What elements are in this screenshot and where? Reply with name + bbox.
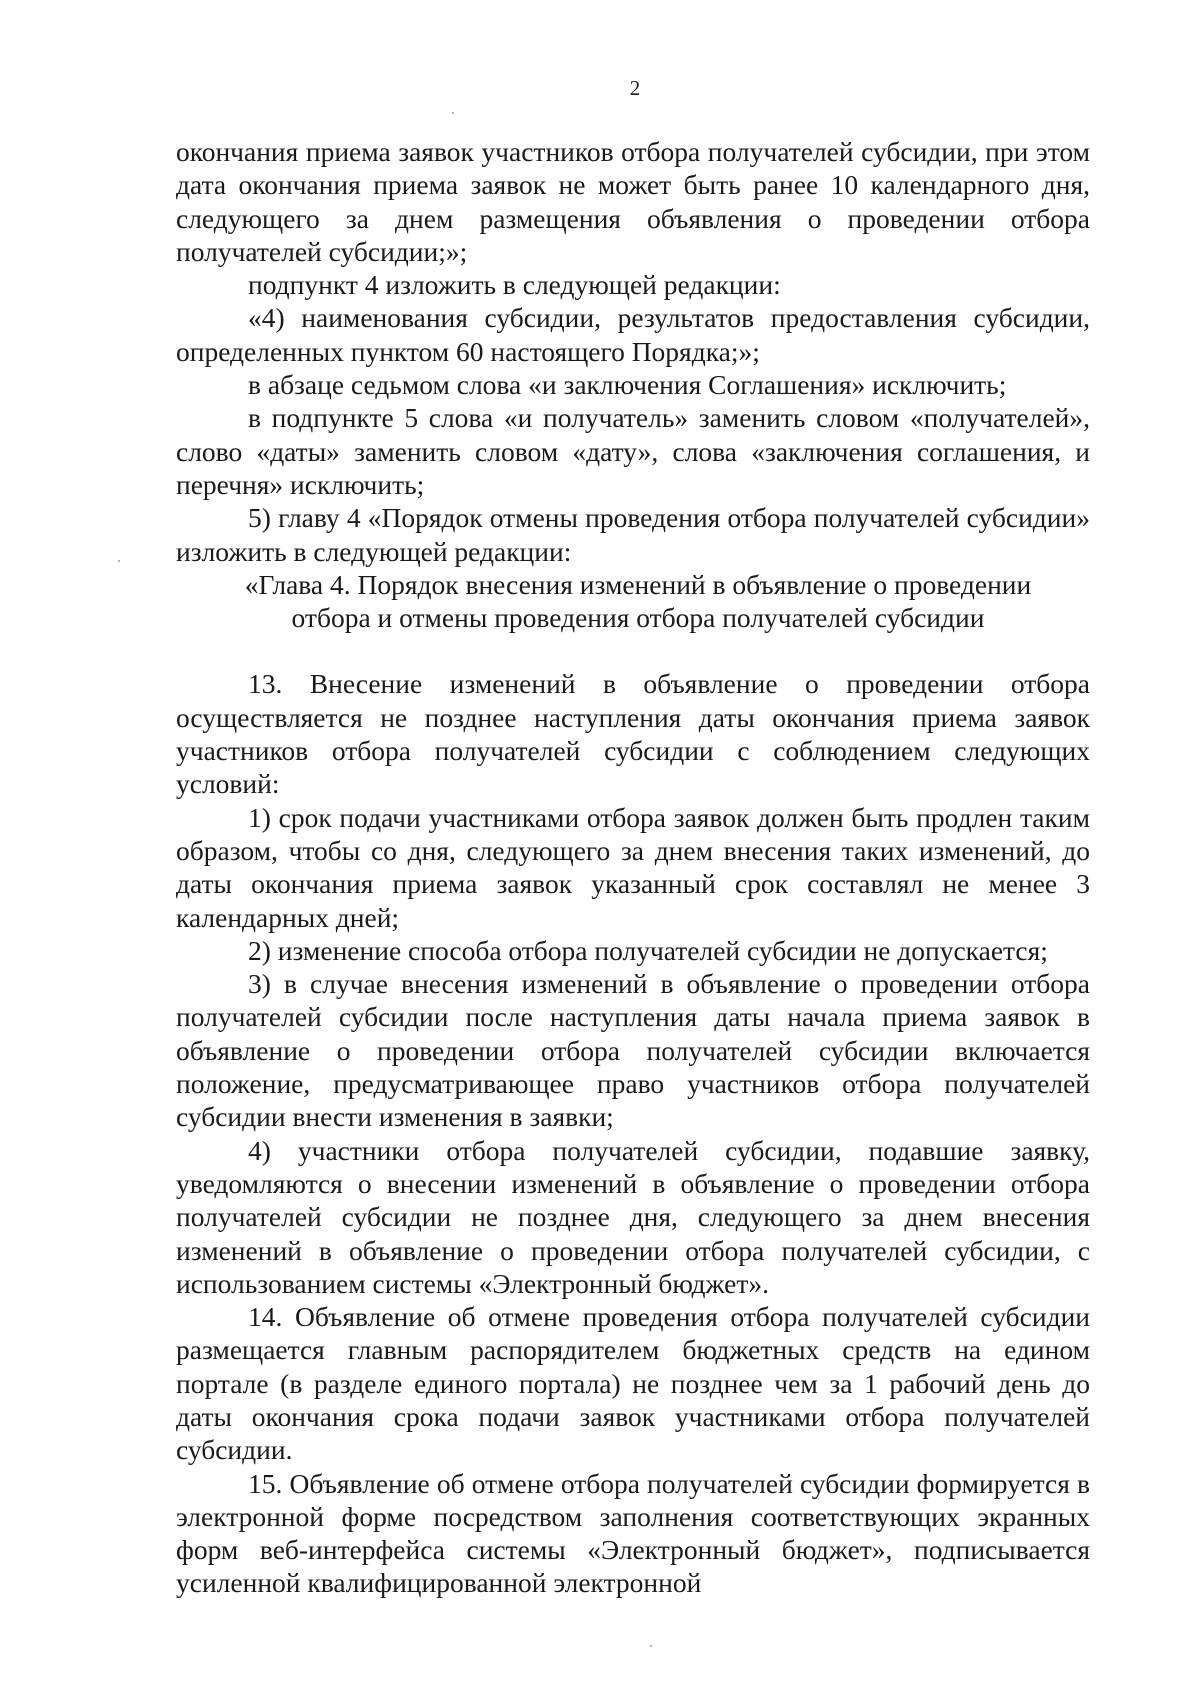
paragraph: в подпункте 5 слова «и получатель» заменить словом «получателей», слово «даты» заменить словом «дату», слова «заключения соглашения, и перечня» исключить; (176, 402, 1090, 500)
page-number: 2 (629, 76, 641, 100)
clause: 13. Внесение изменений в объявление о проведении отбора осуществляется не позднее наступления даты окончания приема заявок участников отбора получателей субсидии с соблюдением следующих условий: (176, 668, 1090, 800)
paragraph: окончания приема заявок участников отбора получателей субсидии, при этом дата окончания приема заявок не может быть ранее 10 календарного дня, следующего за днем размещения объявления о проведении отбора получателей субсидии;»; (176, 136, 1090, 267)
clause: 2) изменение способа отбора получателей субсидии не допускается; (248, 934, 1048, 966)
chapter-heading-line: «Глава 4. Порядок внесения изменений в объявление о проведении (244, 568, 1032, 600)
clause: 4) участники отбора получателей субсидии, подавшие заявку, уведомляются о внесении изменений в объявление о проведении отбора получателей субсидии не позднее дня, следующего за днем внесения изменений в объявление о проведении отбора получателей субсидии, с использованием системы «Электронный бюджет». (176, 1134, 1090, 1299)
scan-speck (650, 1645, 652, 1647)
clause: 1) срок подачи участниками отбора заявок должен быть продлен таким образом, чтобы со дня, следующего за днем внесения таких изменений, до даты окончания приема заявок указанный срок составлял не менее 3 календарных дней; (176, 801, 1090, 933)
paragraph: «4) наименования субсидии, результатов предоставления субсидии, определенных пунктом 60 настоящего Порядка;»; (176, 302, 1090, 367)
document-body (176, 135, 1090, 1600)
clause: 14. Объявление об отмене проведения отбора получателей субсидии размещается главным распорядителем бюджетных средств на едином портале (в разделе единого портала) не позднее чем за 1 рабочий день до даты окончания срока подачи заявок участниками отбора получателей субсидии. (176, 1301, 1090, 1466)
clause: 15. Объявление об отмене отбора получателей субсидии формируется в электронной форме посредством заполнения соответствующих экранных форм веб-интерфейса системы «Электронный бюджет», подписывается усиленной квалифицированной электронной (176, 1467, 1090, 1599)
paragraph: подпункт 4 изложить в следующей редакции: (248, 269, 781, 301)
scan-speck (118, 560, 120, 562)
paragraph: в абзаце седьмом слова «и заключения Соглашения» исключить; (248, 369, 1007, 401)
paragraph: 5) главу 4 «Порядок отмены проведения отбора получателей субсидии» изложить в следующей редакции: (176, 502, 1090, 567)
clause: 3) в случае внесения изменений в объявление о проведении отбора получателей субсидии после наступления даты начала приема заявок в объявление о проведении отбора получателей субсидии включается положение, предусматривающее право участников отбора получателей субсидии внести изменения в заявки; (176, 968, 1090, 1133)
chapter-heading-line: отбора и отмены проведения отбора получателей субсидии (291, 602, 985, 634)
scan-speck (452, 112, 454, 114)
